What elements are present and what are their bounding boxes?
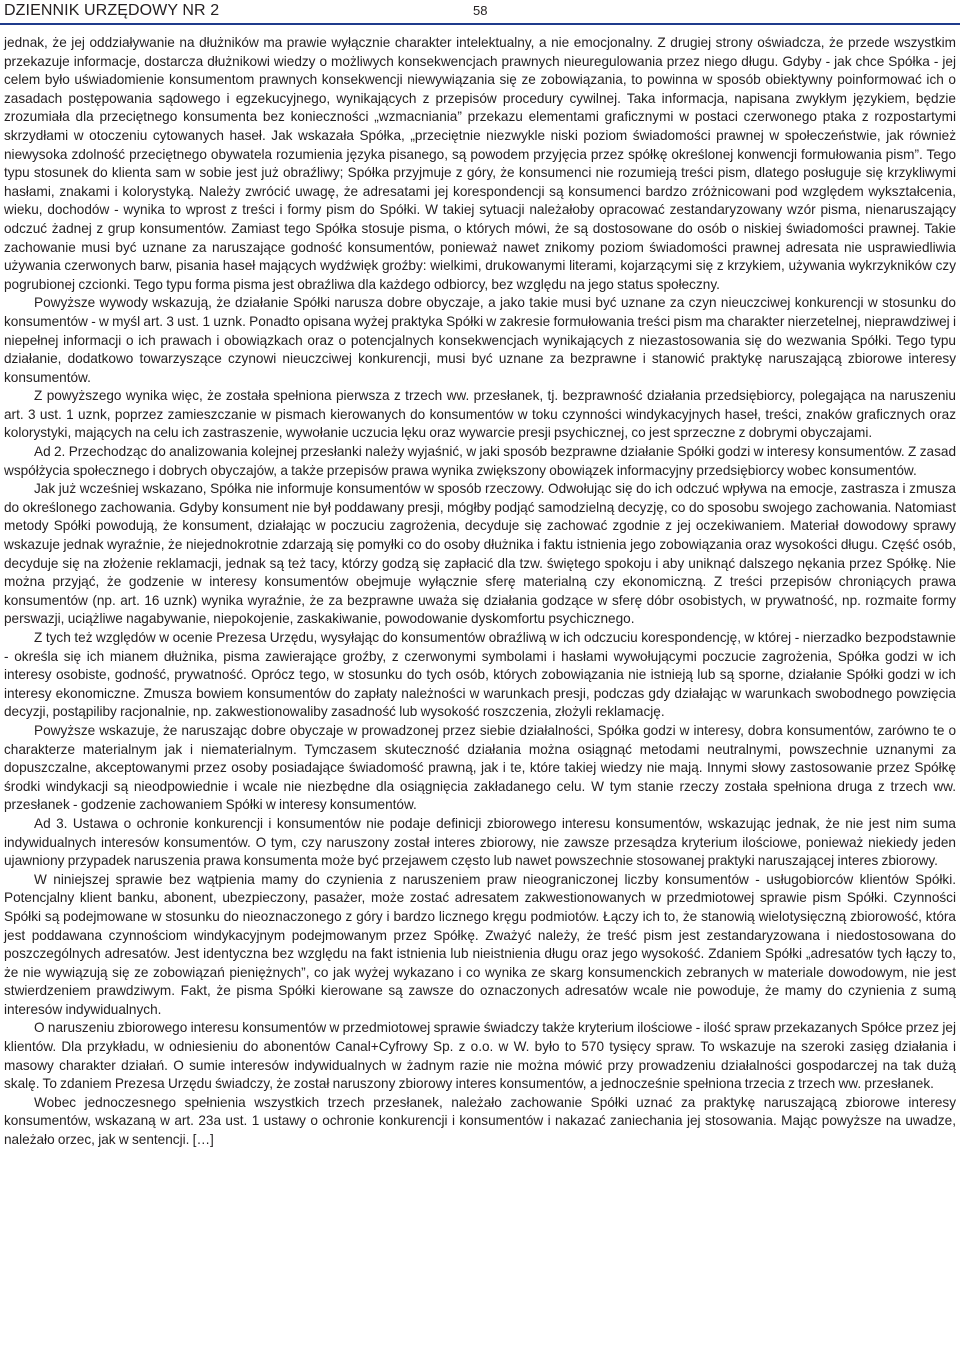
page-header [0,0,960,25]
header-rule [0,23,960,25]
paragraph: O naruszeniu zbiorowego interesu konsumentów w przedmiotowej sprawie świadczy także kryterium ilościowe - ilość spraw przekazanych Spółce przez jej klientów. Dla przykładu, w odniesieniu do abonentów Canal+Cyfrowy Sp. z o.o. w W. było to 570 tysięcy spraw. To wskazuje na szeroki zasięg działania i masowy charakter działań. O sumie interesów indywidualnych w żadnym razie nie można mówić przy prowadzeniu działalności gospodarczej na tak dużą skalę. To zdaniem Prezesa Urzędu świadczy, że został naruszony zbiorowy interes konsumentów, a jednocześnie spełniona trzecia z trzech ww. przesłanek. [4,1020,956,1092]
paragraph: Powyższe wywody wskazują, że działanie Spółki narusza dobre obyczaje, a jako takie musi być uznane za czyn nieuczciwej konkurencji w stosunku do konsumentów - w myśl art. 3 ust. 1 uznk. Ponadto opisana wyżej praktyka Spółki w zakresie formułowania treści pism ma charakter nierzetelnej, nieprawdziwej i niepełnej informacji o ich prawach i obowiązkach oraz o potencjalnych konsekwencjach wynikających z niezastosowania się do wezwania Spółki. Tego typu działanie, dodatkowo towarzyszące czynowi nieuczciwej konkurencji, musi być uznane za bezprawne i stanowić praktykę naruszającą zbiorowe interesy konsumentów. [4,295,956,385]
paragraph: Ad 3. Ustawa o ochronie konkurencji i konsumentów nie podaje definicji zbiorowego interesu konsumentów, wskazując jednak, że nie jest nim suma indywidualnych interesów konsumentów. O tym, czy naruszony został interes zbiorowy, nie zawsze przesądza kryterium ilościowe, ponieważ niekiedy jeden ujawniony przypadek naruszenia prawa konsumenta może być przejawem często lub nawet powszechnie stosowanej praktyki naruszającej interes zbiorowy. [4,815,956,869]
paragraph: jednak, że jej oddziaływanie na dłużników ma prawie wyłącznie charakter intelektualny, a nie emocjonalny. Z drugiej strony oświadcza, że przede wszystkim przekazuje informacje, dostarcza dłużnikowi wiedzy o możliwych konsekwencjach prawnych nieuregulowania przez niego długu. Gdyby - jak chce Spółka - jej celem było uświadomienie konsumentom prawnych konsekwencji niewywiązania się ze zobowiązania, to powinna w sposób obiektywny poinformować ich o zasadach postępowania sądowego i egzekucyjnego, wynikających z przepisów procedury cywilnej. Taka informacja, napisana zwykłym językiem, będzie zrozumiała dla przeciętnego konsumenta bez konieczności „wzmacniania” przekazu elementami graficznymi w postaci czerwonego ptaka z rozpostartymi skrzydłami w otoczeniu cytowanych haseł. Jak wskazała Spółka, „przeciętnie niezwykle niski poziom świadomości prawnej w społeczeństwie, jak również niewysoka zdolność przeciętnego obywatela rozumienia języka pisanego, są powodem przyjęcia przez spółkę określonej konwencji formułowania pism”. Tego typu stosunek do klienta sam w sobie jest już obraźliwy; Spółka przyjmuje z góry, że konsumenci nie rozumieją treści pism, dlatego posługuje się krzykliwymi hasłami, znakami i kolorystyką. Należy zwrócić uwagę, że adresatami jej korespondencji są konsumenci bardzo zróżnicowani pod względem wykształcenia, wieku, dochodów - wynika to wprost z treści i formy pism do Spółki. W takiej sytuacji należałoby opracować zestandaryzowany wzór pisma, nienaruszający odczuć żadnej z grup konsumentów. Zamiast tego Spółka stosuje pisma, o których mówi, że są dostosowane do osób o niskiej świadomości prawnej. Takie zachowanie musi być uznane za naruszające godność konsumentów, ponieważ nawet znikomy poziom świadomości prawnej adresata nie usprawiedliwia używania czerwonych barw, pisania haseł mających wydźwięk groźby: wielkimi, drukowanymi literami, kojarzącymi się z krzykiem, używania wykrzykników czy pogrubionej czcionki. Tego typu forma pisma jest obraźliwa dla każdego odbiorcy, bez względu na jego status społeczny. [4,35,956,292]
paragraph: Jak już wcześniej wskazano, Spółka nie informuje konsumentów w sposób rzeczowy. Odwołując się do ich odczuć wpływa na emocje, zastrasza i zmusza do określonego zachowania. Gdyby konsument nie był poddawany presji, mógłby podjąć samodzielną decyzję, co do sposobu swojego zachowania. Natomiast metody Spółki powodują, że konsument, działając w poczuciu zagrożenia, decyduje się zachować zgodnie z jej oczekiwaniem. Materiał dowodowy sprawy wskazuje jednak wyraźnie, że niejednokrotnie zdarzają się pomyłki co do osoby dłużnika i faktu istnienia jego zobowiązania oraz wysokości długu. Część osób, decyduje się na złożenie reklamacji, jednak są też tacy, którzy godzą się zapłacić dla tzw. świętego spokoju i aby uniknąć dalszego nękania przez Spółkę. Nie można przyjąć, że godzenie w interesy konsumentów obejmuje wyłącznie sferę materialną czy ekonomiczną. Z treści przepisów chroniących prawa konsumentów (np. art. 16 uznk) wynika wyraźnie, że za bezprawne uważa się działania godzące w sferę dóbr osobistych, w prywatność, np. rozmaite formy perswazji, uciążliwe nagabywanie, niepokojenie, zaskakiwanie, powodowanie dyskomfortu psychicznego. [4,481,956,627]
page-number: 58 [473,3,488,18]
document-body [4,34,956,1150]
paragraph: Powyższe wskazuje, że naruszając dobre obyczaje w prowadzonej przez siebie działalności, Spółka godzi w interesy, dobra konsumentów, zarówno te o charakterze materialnym jak i niematerialnym. Tymczasem skuteczność działania można osiągnąć metodami neutralnymi, powszechnie uznanymi za dopuszczalne, akceptowanymi przez osoby posiadające świadomość prawną, jak i te, które takiej wiedzy nie mają. Innymi słowy zastosowanie przez Spółkę środki windykacji są nieodpowiednie i wcale nie niezbędne dla osiągnięcia zakładanego celu. W tym stanie rzeczy została spełniona druga z trzech ww. przesłanek - godzenie zachowaniem Spółki w interesy konsumentów. [4,722,956,813]
journal-title: DZIENNIK URZĘDOWY NR 2 [4,2,220,19]
paragraph: W niniejszej sprawie bez wątpienia mamy do czynienia z naruszeniem praw nieograniczonej liczby konsumentów - usługobiorców klientów Spółki. Potencjalny klient banku, abonent, ubezpieczony, pasażer, może zostać adresatem zakwestionowanych w przedmiotowej sprawie pism Spółki. Czynności Spółki są podejmowane w stosunku do nieoznaczonego z góry i bardzo licznego kręgu podmiotów. Łączy ich to, że stanowią wielotysięczną zbiorowość, która jest poddawana czynnościom windykacyjnym podejmowanym przez Spółkę. Zważyć należy, że treść pism jest zestandaryzowana i niedostosowana do poszczególnych adresatów. Jest identyczna bez względu na fakt istnienia lub nieistnienia długu oraz jego wysokość. Zdaniem Spółki „adresatów tych łączy to, że nie wywiązują się ze zobowiązań pieniężnych”, co jak wyżej wykazano i co wynika ze skarg konsumenckich zebranych w materiale dowodowym, nie jest stwierdzeniem prawdziwym. Fakt, że pisma Spółki kierowane są zawsze do oznaczonych adresatów wcale nie powoduje, że mamy do czynienia z sumą interesów indywidualnych. [4,871,956,1017]
paragraph: Z powyższego wynika więc, że została spełniona pierwsza z trzech ww. przesłanek, tj. bezprawność działania przedsiębiorcy, polegająca na naruszeniu art. 3 ust. 1 uznk, poprzez zamieszczanie w pismach kierowanych do konsumentów w toku czynności windykacyjnych haseł, treści, znaków graficznych oraz kolorystyki, mających na celu ich zastraszenie, wywołanie uczucia lęku oraz wywarcie presji psychicznej, co jest sprzeczne z dobrymi obyczajami. [4,388,956,441]
paragraph: Ad 2. Przechodząc do analizowania kolejnej przesłanki należy wyjaśnić, w jaki sposób bezprawne działanie Spółki godzi w interesy konsumentów. Z zasad współżycia społecznego i dobrych obyczajów, a także przepisów prawa wynika zwiększony obowiązek informacyjny przedsiębiorcy wobec konsumentów. [4,444,956,478]
paragraph: Z tych też względów w ocenie Prezesa Urzędu, wysyłając do konsumentów obraźliwą w ich odczuciu korespondencję, w której - nierzadko bezpodstawnie - określa się ich mianem dłużnika, pisma zawierające groźby, z czerwonymi symbolami i hasłami wywołującymi poczucie zagrożenia, Spółka godzi w ich interesy osobiste, godność, prywatność. Oprócz tego, w stosunku do tych osób, których zobowiązania nie istnieją lub są sporne, działanie Spółki godzi w ich interesy ekonomiczne. Zmusza bowiem konsumentów do zapłaty należności w warunkach presji, podczas gdy działając w warunkach swobodnego powzięcia decyzji, postąpiliby racjonalnie, np. zakwestionowaliby zasadność lub wysokość roszczenia, złożyli reklamację. [4,630,956,720]
paragraph: Wobec jednoczesnego spełnienia wszystkich trzech przesłanek, należało zachowanie Spółki uznać za praktykę naruszającą zbiorowe interesy konsumentów, wskazaną w art. 23a ust. 1 ustawy o ochronie konkurencji i konsumentów i nakazać zaniechania jej stosowania. Mając powyższe na uwadze, należało orzec, jak w sentencji. […] [4,1094,956,1148]
